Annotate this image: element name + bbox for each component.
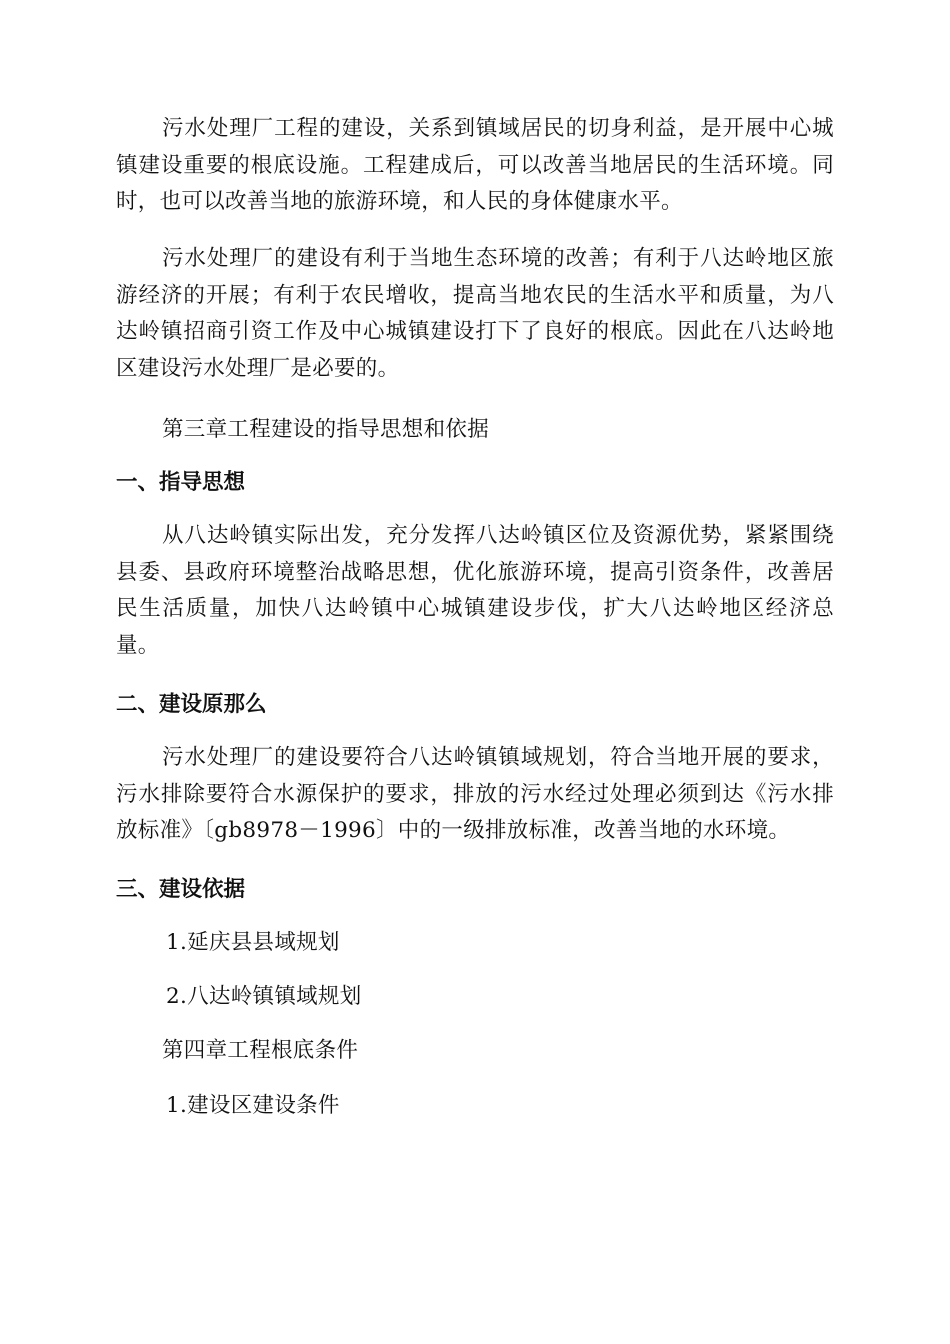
paragraph-sewage-plant-importance: 污水处理厂工程的建设，关系到镇域居民的切身利益，是开展中心城镇建设重要的根底设施。工程建成后，可以改善当地居民的生活环境。同时，也可以改善当地的旅游环境，和人民的身体健康水平。 <box>116 116 834 214</box>
chapter-three-title: 第三章工程建设的指导思想和依据 <box>162 417 490 442</box>
paragraph-principles: 污水处理厂的建设要符合八达岭镇镇域规划，符合当地开展的要求，污水排除要符合水源保护的要求，排放的污水经过处理必须到达《污水排放标准》〔gb8978－1996〕中的一级排放标准，改善当地的水环境。 <box>116 745 834 843</box>
paragraph-sewage-plant-benefits: 污水处理厂的建设有利于当地生态环境的改善；有利于八达岭地区旅游经济的开展；有利于农民增收，提高当地农民的生活水平和质量，为八达岭镇招商引资工作及中心城镇建设打下了良好的根底。因此在八达岭地区建设污水处理厂是必要的。 <box>116 246 834 381</box>
chapter-four-title: 第四章工程根底条件 <box>162 1038 359 1063</box>
section-heading-basis: 三、建设依据 <box>116 877 246 902</box>
basis-item-2: 2.八达岭镇镇域规划 <box>166 984 362 1009</box>
section-heading-guiding-thought: 一、指导思想 <box>116 470 246 495</box>
basis-item-1: 1.延庆县县域规划 <box>166 930 340 955</box>
conditions-item-1: 1.建设区建设条件 <box>166 1093 340 1118</box>
paragraph-guiding-thought: 从八达岭镇实际出发，充分发挥八达岭镇区位及资源优势，紧紧围绕县委、县政府环境整治战略思想，优化旅游环境，提高引资条件，改善居民生活质量，加快八达岭镇中心城镇建设步伐，扩大八达岭地区经济总量。 <box>116 523 834 658</box>
section-heading-principles: 二、建设原那么 <box>116 692 267 717</box>
